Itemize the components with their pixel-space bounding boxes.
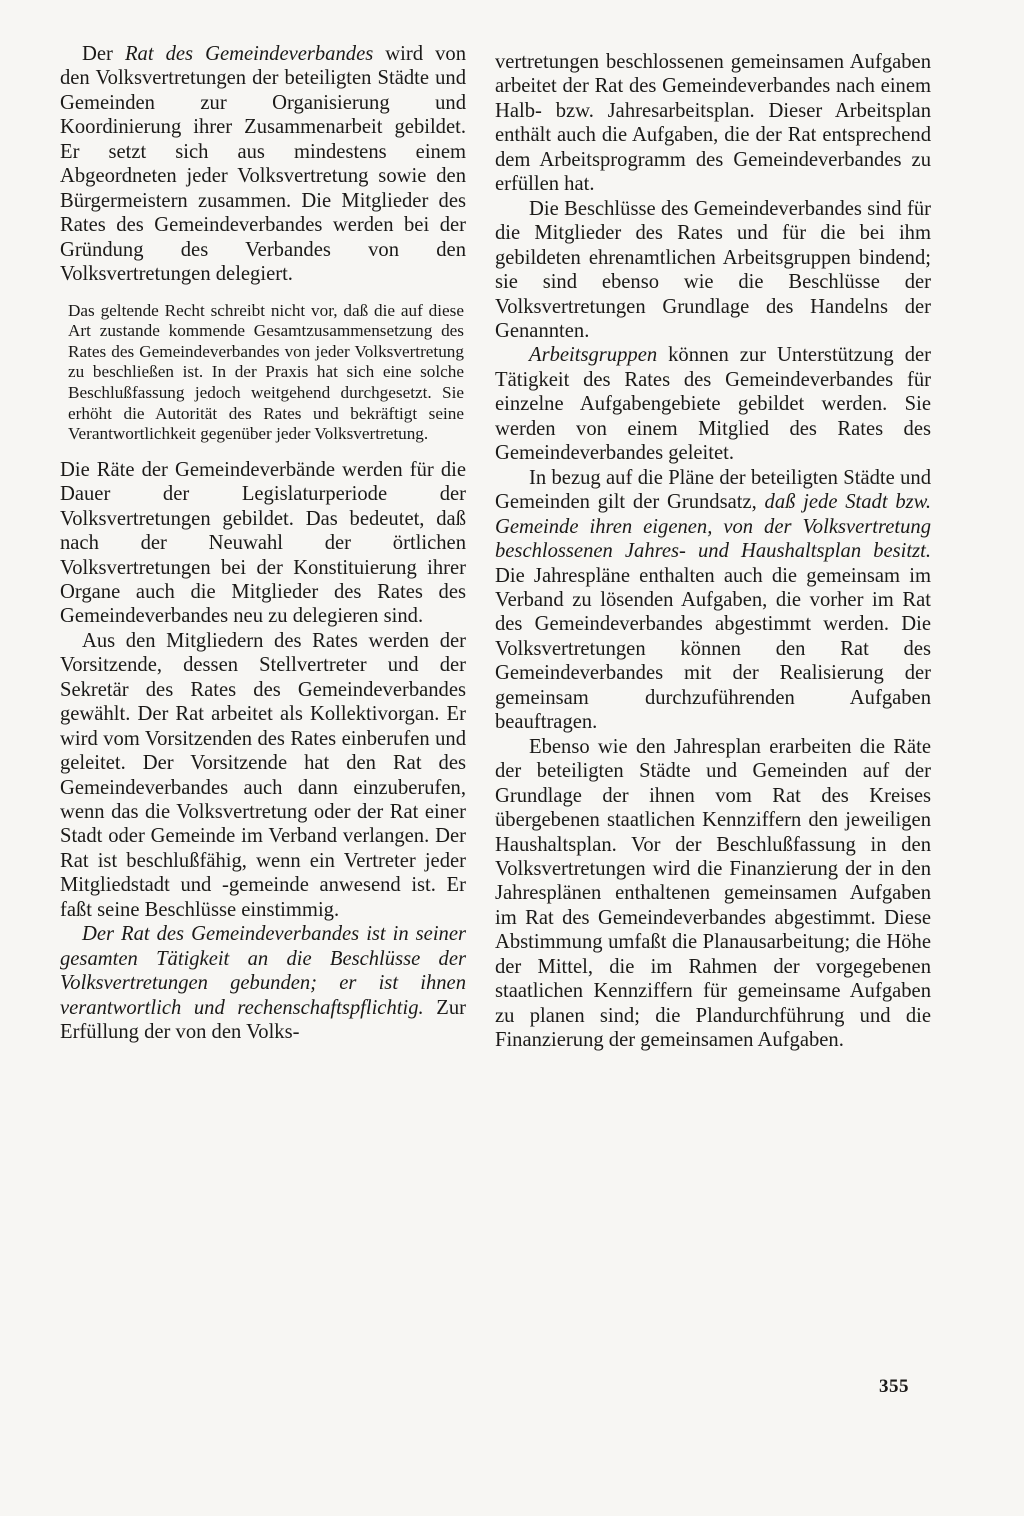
text-run: In bezug auf die Pläne der beteiligten Städte und Gemeinden gilt der Grundsatz, bbox=[495, 466, 931, 514]
paragraph-rat-des-gemeindeverbandes bbox=[60, 42, 466, 287]
text-run: Die Jahrespläne enthalten auch die gemeinsam im Verband zu lösenden Aufgaben, die vorher im Rat des Gemeindeverbandes abgestimmt werden. Die Volksvertretungen können den Rat des Gemeindeverbandes mit der Realisierung der gemeinsam durchzuführenden Aufgaben beauftragen. bbox=[495, 564, 931, 734]
italic-statement: Der Rat des Gemeindeverbandes ist in seiner gesamten Tätigkeit an die Beschlüsse der Volksvertretungen gebunden; er ist ihnen verantwortlich und rechenschaftspflichtig. bbox=[60, 923, 466, 1019]
text-run: Zur Erfüllung der von den Volks- bbox=[60, 996, 466, 1044]
text-run: können zur Unterstützung der Tätigkeit des Rates des Gemeindeverbandes für einzelne Aufgabengebiete gebildet werden. Sie werden von einem Mitglied des Rates des Gemeindeverbandes geleitet. bbox=[495, 344, 931, 465]
right-column bbox=[495, 50, 931, 1053]
text-run: wird von den Volksvertretungen der beteiligten Städte und Gemeinden zur Organisierung und Koordinierung ihrer Zusammenarbeit gebildet. Er setzt sich aus mindestens einem Abgeordneten jeder Volksvertretung sowie den Bürgermeistern zusammen. Die Mitglieder des Rates des Gemeindeverbandes werden bei der Gründung des Verbandes von den Volksvertretungen delegiert. bbox=[60, 43, 466, 286]
page-number: 355 bbox=[879, 1376, 909, 1397]
paragraph-haushaltsplan: Ebenso wie den Jahresplan erarbeiten die Räte der beteiligten Städte und Gemeinden auf der Grundlage der ihnen vom Rat des Kreises übergebenen staatlichen Kennziffern den jeweiligen Haushaltsplan. Vor der Beschlußfassung in den Volksvertretungen wird die Finanzierung der in den Jahresplänen enthaltenen gemeinsamen Aufgaben im Rat des Gemeindeverbandes abgestimmt. Diese Abstimmung umfaßt die Planausarbeitung; die Höhe der Mittel, die im Rahmen der vorgegebenen staatlichen Kennziffern für gemeinsame Aufgaben zu planen sind; die Plandurchführung und die Finanzierung der gemeinsamen Aufgaben. bbox=[495, 735, 931, 1052]
paragraph-vorsitzende: Aus den Mitgliedern des Rates werden der Vorsitzende, dessen Stellvertreter und der Sekretär des Rates des Gemeindeverbandes gewählt. Der Rat arbeitet als Kollektivorgan. Er wird vom Vorsitzenden des Rates einberufen und geleitet. Der Vorsitzende hat den Rat des Gemeindeverbandes auch dann einzuberufen, wenn das die Volksvertretung oder der Rat einer Stadt oder Gemeinde im Verband verlangen. Der Rat ist beschlußfähig, wenn ein Vertreter jeder Mitgliedstadt und -gemeinde anwesend ist. Er faßt seine Beschlüsse einstimmig. bbox=[60, 629, 466, 921]
italic-term: Rat des Gemeindeverbandes bbox=[124, 43, 374, 65]
left-column bbox=[60, 42, 466, 1045]
italic-statement: daß jede Stadt bzw. Gemeinde ihren eigenen, von der Volksvertretung beschlossenen Jahres- und Haushaltsplan besitzt. bbox=[495, 491, 932, 563]
text-run: Der bbox=[82, 43, 125, 65]
note-text: Das geltende Recht schreibt nicht vor, daß die auf diese Art zustande kommende Gesamtzusammensetzung des Rates des Gemeindeverbandes von jeder Volksvertretung zu beschließen ist. In der Praxis hat sich eine solche Beschlußfassung jedoch weitgehend durchgesetzt. Sie erhöht die Autorität des Rates und bekräftigt seine Verantwortlichkeit gegenüber jeder Volksvertretung. bbox=[68, 300, 464, 444]
italic-term: Arbeitsgruppen bbox=[529, 344, 658, 367]
paragraph-plaene bbox=[495, 466, 931, 735]
paragraph-arbeitsplan: vertretungen beschlossenen gemeinsamen Aufgaben arbeitet der Rat des Gemeindeverbandes nach einem Halb- bzw. Jahresarbeitsplan. Dieser Arbeitsplan enthält auch die Aufgaben, die der Rat entsprechend dem Arbeitsprogramm des Gemeindeverbandes zu erfüllen hat. bbox=[495, 51, 931, 196]
paragraph-arbeitsgruppen bbox=[495, 343, 931, 465]
paragraph-legislaturperiode: Die Räte der Gemeindeverbände werden für die Dauer der Legislaturperiode der Volksvertretungen gebildet. Das bedeutet, daß nach der Neuwahl der örtlichen Volksvertretungen bei der Konstituierung ihrer Organe auch die Mitglieder des Rates des Gemeindeverbandes neu zu delegieren sind. bbox=[60, 458, 466, 628]
paragraph-verantwortlichkeit bbox=[60, 922, 466, 1044]
small-print-note bbox=[60, 301, 466, 445]
paragraph-beschluesse: Die Beschlüsse des Gemeindeverbandes sind für die Mitglieder des Rates und für die bei ihm gebildeten ehrenamtlichen Arbeitsgruppen bindend; sie sind ebenso wie die Beschlüsse der Volksvertretungen Grundlage des Handelns der Genannten. bbox=[495, 197, 931, 342]
